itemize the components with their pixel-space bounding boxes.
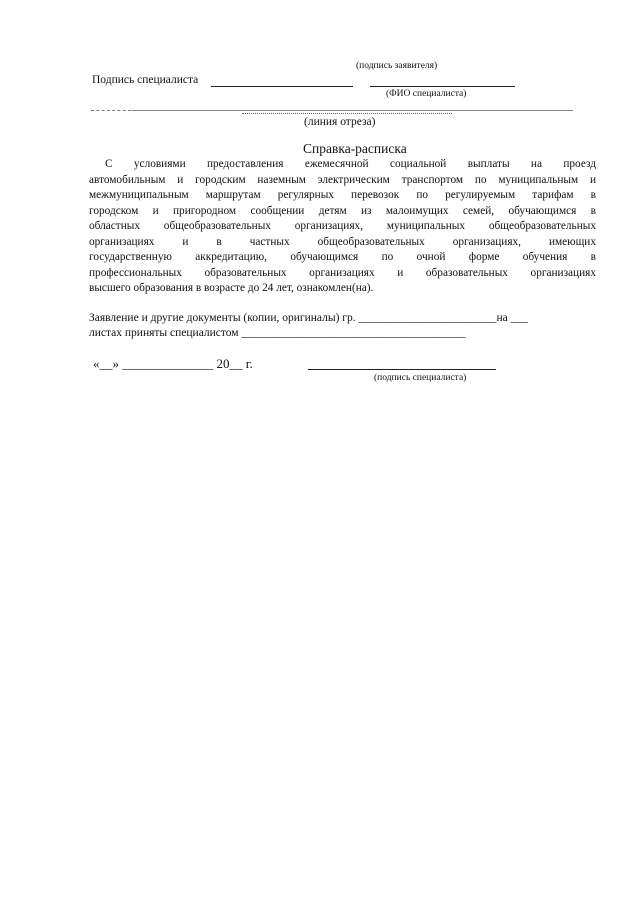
specialist-signature-line (211, 86, 353, 87)
specialist-name-caption: (ФИО специалиста) (386, 89, 467, 99)
specialist-signature-label: Подпись специалиста (92, 74, 199, 86)
paragraph-line: городском и пригородном сообщении детям из малоимущих семей, обучающимся в (89, 204, 596, 217)
specialist-signature-line-bottom (308, 369, 496, 370)
paragraph-line: организациях и в частных общеобразовательных организациях, имеющих (89, 235, 596, 248)
paragraph-line: С условиями предоставления ежемесячной социальной выплаты на проезд (105, 158, 596, 170)
paragraph-line: межмуниципальным маршрутам регулярных перевозок по регулируемым тарифам в (89, 189, 596, 201)
cut-line-dashes (91, 110, 131, 111)
specialist-name-line (370, 86, 515, 87)
paragraph-line: высшего образования в возрасте до 24 лет, ознакомлен(на). (89, 282, 374, 294)
paragraph-line: автомобильным и городским наземным электрическим транспортом по муниципальным и (89, 173, 596, 186)
specialist-signature-caption: (подпись специалиста) (374, 373, 467, 383)
documents-accepted-line: Заявление и другие документы (копии, оригиналы) гр. ________________________на ___ (89, 312, 528, 324)
cut-line (132, 110, 573, 111)
paragraph-line: областных общеобразовательных организациях, муниципальных общеобразовательных (89, 220, 596, 232)
cut-line-dotted (242, 113, 452, 114)
paragraph-line: профессиональных образовательных организациях и образовательных организациях (89, 266, 596, 279)
documents-sheets-line: листах приняты специалистом _______________________________________ (89, 327, 466, 339)
cut-line-caption: (линия отреза) (304, 116, 376, 128)
paragraph-line: государственную аккредитацию, обучающимся по очной форме обучения в (89, 251, 596, 263)
applicant-signature-caption: (подпись заявителя) (356, 61, 438, 71)
date-line: «__» ______________ 20__ г. (93, 356, 253, 371)
receipt-paragraph (89, 157, 596, 297)
receipt-title: Справка-расписка (303, 141, 407, 156)
